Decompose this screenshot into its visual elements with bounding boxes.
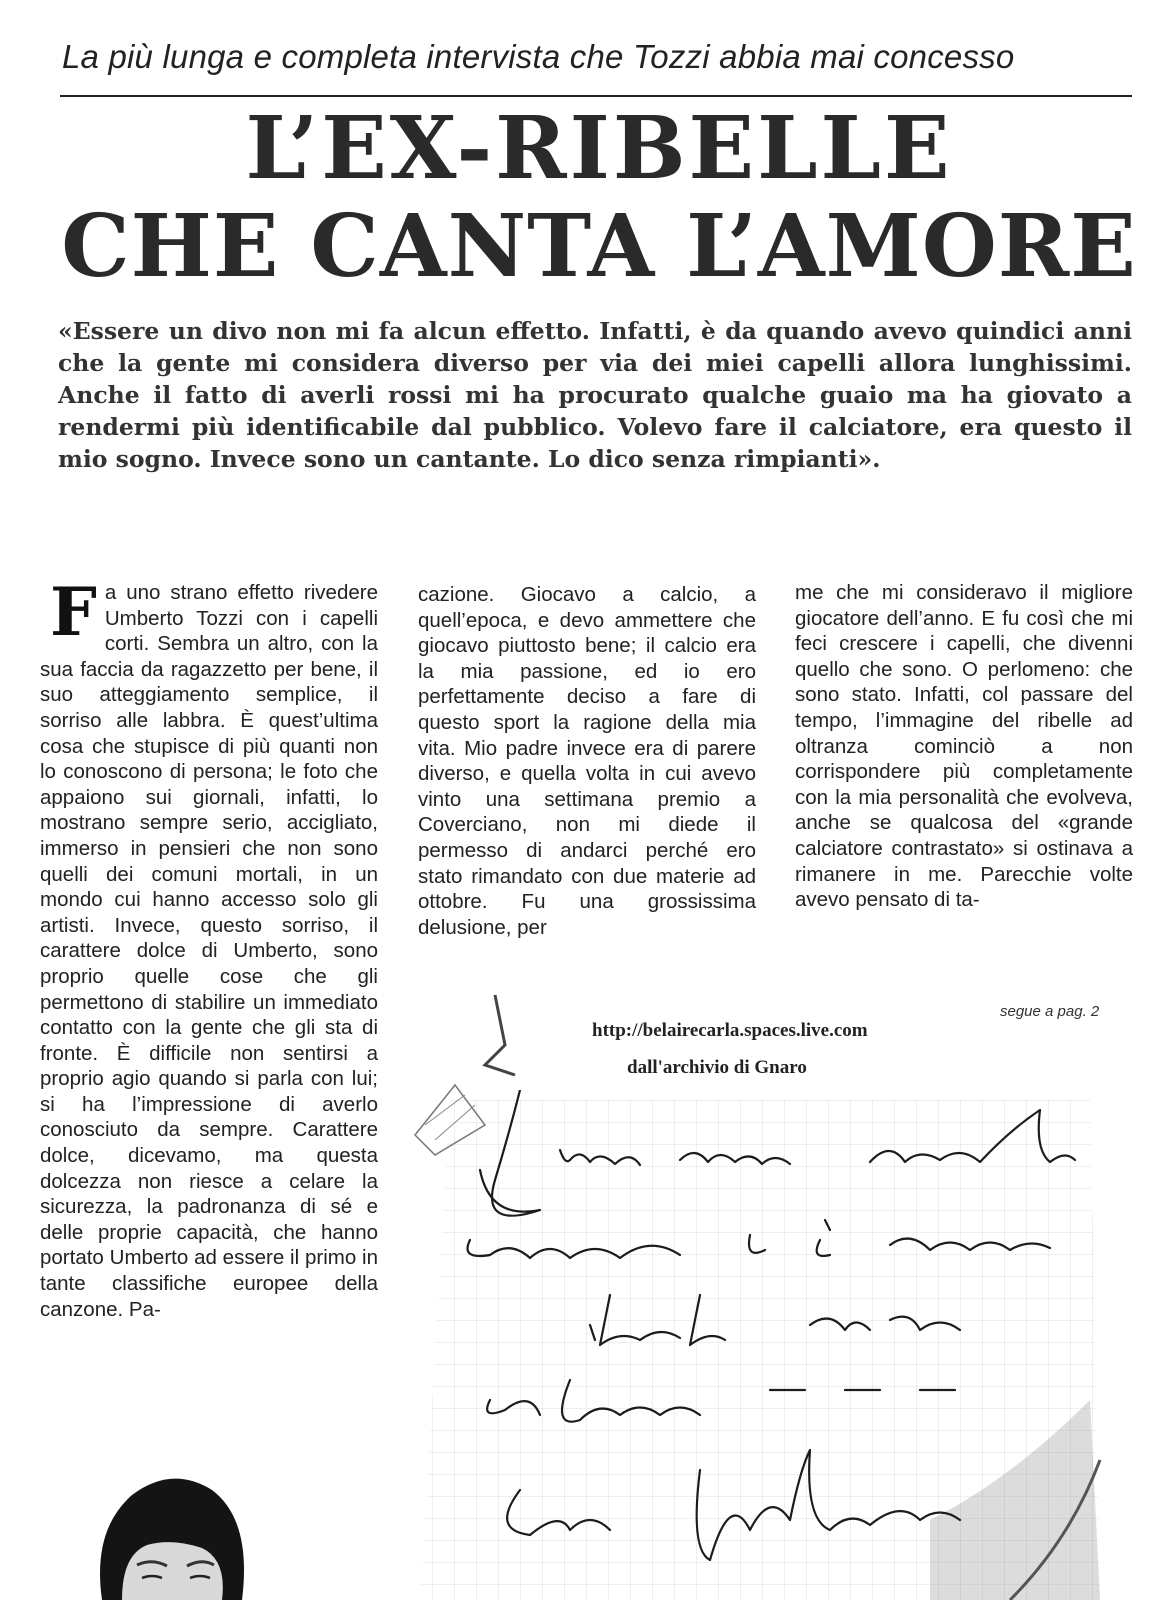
handwritten-dedication-icon	[450, 1090, 1130, 1600]
article-column-1	[40, 573, 378, 1322]
headline-line-2: CHE CANTA L’AMORE	[61, 196, 1137, 297]
continued-note: segue a pag. 2	[1000, 1003, 1100, 1020]
archive-credit: dall'archivio di Gnaro	[627, 1057, 807, 1078]
article-column-2: cazione. Giocavo a calcio, a quell’epoca, e devo ammettere che giocavo piuttosto bene; il calcio era la mia passione, ed io ero perfettamente deciso a fare di questo sport la ragione della mia vita. Mio padre invece era di parere diverso, e quella volta in cui avevo vinto una settimana premio a Coverciano, non mi diede il permesso di andarci perché ero stato rimandato con due materie ad ottobre. Fu una grossissima delusione, per	[418, 583, 756, 939]
headline	[58, 100, 1140, 296]
portrait-photo-icon	[92, 1470, 252, 1600]
source-url: http://belairecarla.spaces.live.com	[592, 1020, 868, 1041]
column-1-text: a uno strano effetto rivedere Umberto Tozzi con i capelli corti. Sembra un altro, con la sua faccia da ragazzetto per bene, il suo atteggiamento semplice, il sorriso alle labbra. È quest’ultima cosa che stupisce di più quanti non lo conoscono di persona; le foto che appaiono sui giornali, infatti, lo mostrano sempre serio, accigliato, immerso in pensieri che non sono quelli dei comuni mortali, in un mondo cui hanno accesso solo gli artisti. Invece, questo sorriso, il carattere dolce di Umberto, sono proprio quelle cose che gli permettono di stabilire un immediato contatto con la gente che gli sta di fronte. È difficile non sentirsi a proprio agio quando si parla con lui; si ha l’impressione di averlo conosciuto da sempre. Carattere dolce, dicevamo, ma questa dolcezza non riesce a celare la sicurezza, la padronanza di sé e delle proprie capacità, che hanno portato Umberto ad essere il primo in tante classifiche europee della canzone. Pa-	[40, 581, 378, 1321]
kicker-subtitle: La più lunga e completa intervista che Tozzi abbia mai concesso	[62, 38, 1015, 75]
headline-line-1: L’EX-RIBELLE	[245, 98, 953, 199]
lead-quote: «Essere un divo non mi fa alcun effetto. Infatti, è da quando avevo quindici anni che la gente mi considera diverso per via dei miei capelli allora lunghissimi. Anche il fatto di averli rossi mi ha procurato qualche guaio ma ha giovato a rendermi più identificabile dal pubblico. Volevo fare il calciatore, era questo il mio sogno. Invece sono un cantante. Lo dico senza rimpianti».	[58, 317, 1132, 473]
drop-cap: F	[50, 573, 97, 651]
kicker-underline	[60, 95, 1132, 97]
article-column-3: me che mi consideravo il migliore giocatore dell’anno. E fu così che mi feci crescere i capelli, che divenni quello che sono. O perlomeno: che sono stato. Infatti, col passare del tempo, l’immagine del ribelle ad oltranza cominciò a non corrispondere più completamente con la mia personalità che evolveva, anche se qualcosa del «grande calciatore contrastato» si ostinava a rimanere in me. Parecchie volte avevo pensato di ta-	[795, 581, 1133, 912]
